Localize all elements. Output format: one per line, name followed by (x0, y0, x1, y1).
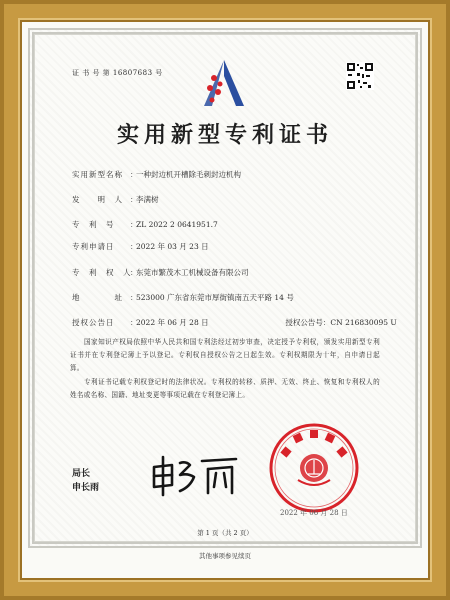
field-value: 2022 年 03 月 23 日 (136, 242, 209, 251)
announcement-number-label: 授权公告号 (285, 318, 323, 327)
signature-title: 局长 (72, 469, 91, 479)
field-address: 地 址 ：523000 广东省东莞市厚街镇南五天平路 14 号 (72, 293, 294, 302)
field-label: 地 址 (72, 293, 123, 302)
page-number: 第 1 页（共 2 页） (197, 529, 253, 537)
field-value: 东莞市繁茂木工机械设备有限公司 (136, 268, 249, 277)
seal-date: 2022 年 06 月 28 日 (280, 509, 348, 517)
qr-code-icon (346, 62, 374, 90)
field-label: 专 利 权 人 (72, 268, 132, 277)
field-utility-model-name: 实用新型名称 ：一种封边机开槽除毛刺封边机构 (72, 170, 241, 179)
announcement-row: 授权公告日 ：2022 年 06 月 28 日 授权公告号：CN 216830095 U (72, 318, 397, 327)
body-paragraph-1: 国家知识产权局依照中华人民共和国专利法经过初步审查，决定授予专利权，颁发实用新型专利证书并在专利登记簿上予以登记。专利权自授权公告之日起生效。专利权期限为十年，自申请日起算。 (70, 338, 380, 372)
signature-name: 申长雨 (72, 483, 100, 493)
field-value: ZL 2022 2 0641951.7 (136, 220, 218, 229)
field-patent-number: 专 利 号 ：ZL 2022 2 0641951.7 (72, 220, 218, 229)
field-patentee: 专 利 权 人：东莞市繁茂木工机械设备有限公司 (72, 268, 249, 277)
body-paragraph-2: 专利证书记载专利权登记时的法律状况。专利权的转移、质押、无效、终止、恢复和专利权人的姓名或名称、国籍、地址变更等事项记载在专利登记簿上。 (70, 378, 380, 399)
field-label: 实用新型名称 (72, 170, 123, 179)
handwritten-signature (150, 455, 240, 499)
announcement-date-label: 授权公告日 (72, 318, 115, 327)
cnipa-logo-icon (200, 56, 248, 114)
certificate-number: 证 书 号 第 16807683 号 (72, 69, 163, 77)
field-value: 一种封边机开槽除毛刺封边机构 (136, 170, 241, 179)
field-application-date: 专利申请日 ：2022 年 03 月 23 日 (72, 242, 209, 251)
field-value: 李满树 (136, 195, 159, 204)
field-inventor: 发 明 人 ：李满树 (72, 195, 159, 204)
field-label: 发 明 人 (72, 195, 123, 204)
field-label: 专 利 号 (72, 220, 115, 229)
certificate-title: 实用新型专利证书 (116, 122, 333, 148)
official-seal-icon (268, 422, 360, 514)
field-value: 523000 广东省东莞市厚街镇南五天平路 14 号 (136, 293, 294, 302)
announcement-date: 2022 年 06 月 28 日 (136, 318, 209, 327)
announcement-number: CN 216830095 U (330, 318, 397, 327)
field-label: 专利申请日 (72, 242, 115, 251)
footer-note: 其他事项参见续页 (199, 552, 251, 560)
